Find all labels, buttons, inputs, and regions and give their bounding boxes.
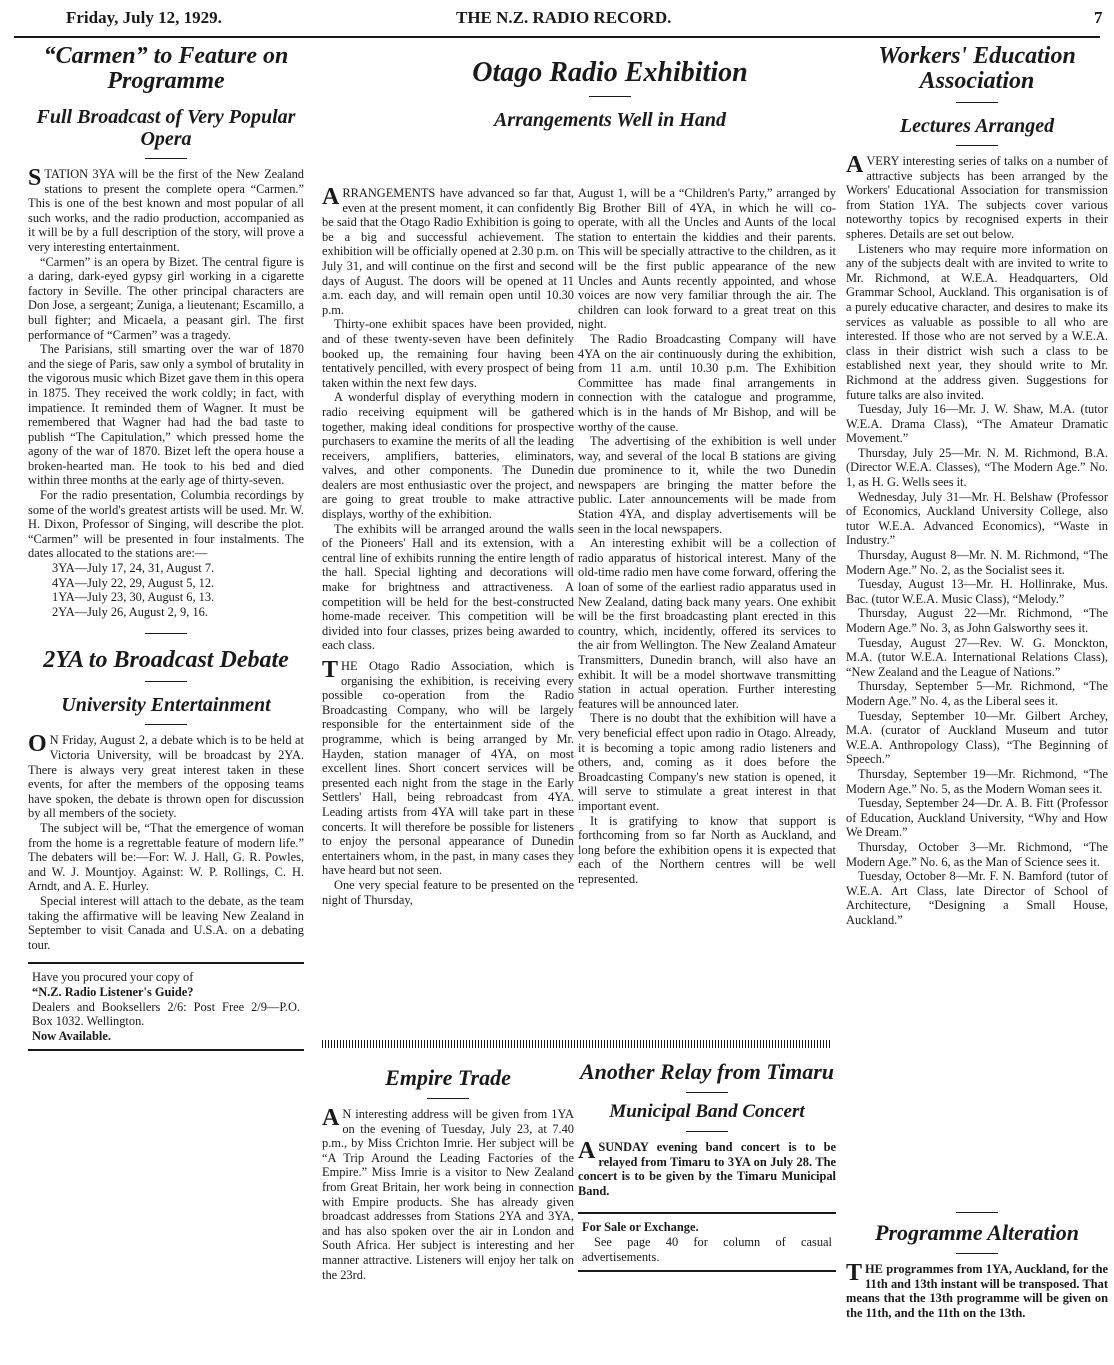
divider bbox=[686, 1131, 728, 1132]
column-carmen-debate bbox=[28, 44, 304, 1051]
divider bbox=[427, 1098, 469, 1099]
issue-date: Friday, July 12, 1929. bbox=[66, 8, 222, 27]
for-sale-notice bbox=[578, 1212, 836, 1272]
drop-cap: A bbox=[578, 1138, 596, 1164]
otago-para-7: August 1, will be a “Children's Party,” arranged by Big Brother Bill of 4YA, in which he will co-operate, with all the Uncles and Aunts of the local station to entertain the kiddies and their parents. This will be specially attractive to the children, as it will be the first public appearance of the new Uncles and Aunts recently appointed, and whose voices are now very familiar through the air. The children can look forward to a great treat on this night. bbox=[578, 186, 836, 332]
column-programme-alteration bbox=[846, 1204, 1108, 1320]
carmen-date-list bbox=[52, 561, 304, 619]
wea-headline: Workers' Education Association bbox=[878, 43, 1076, 94]
otago-para-2: Thirty-one exhibit spaces have been provided, and of these twenty-seven have been definitely booked up, the remaining four having been tentatively pencilled, with every prospect of being taken within the next few days. bbox=[322, 317, 574, 390]
otago-para-9: The advertising of the exhibition is well under way, and several of the local B stations are giving due prominence to it, while the two Dunedin newspapers are bringing the matter before the public. Later announcements will be made from Station 4YA, and display advertisements will be seen in the local newspapers. bbox=[578, 434, 836, 536]
lecture-item: Tuesday, August 27—Rev. W. G. Monckton, M.A. (tutor W.E.A. International Relations Class), “New Zealand and the League of Nations.” bbox=[846, 635, 1108, 679]
otago-para-5: THE Otago Radio Association, which is organising the exhibition, is receiving every possible co-operation from the Radio Broadcasting Company, who will be largely responsible for the entertainment side of the programme, which is being arranged by Mr. Hayden, station manager of 4YA, on most excellent lines. Short concert services will be presented each night from the stage in the Early Settlers' Hall, being rebroadcast from 4YA. Leading artists from 4YA will take part in these concerts. It will therefore be possible for listeners to enjoy the personal appearance of Dunedin entertainers whom, in the past, in many cases they have heard but not seen. bbox=[322, 657, 574, 878]
list-item: 2YA—July 26, August 2, 9, 16. bbox=[52, 604, 208, 619]
debate-para-3: Special interest will attach to the debate, as the team taking the affirmative will be leaving New Zealand in September to visit Canada and U.S.A. on a debating tour. bbox=[28, 893, 304, 952]
page-number: 7 bbox=[1094, 8, 1103, 27]
column-timaru bbox=[578, 1060, 836, 1272]
otago-para-12: It is gratifying to know that support is forthcoming from so far North as Auckland, and long before the exhibition opens it is expected that each of the Northern centres will be well represented. bbox=[578, 813, 836, 886]
empire-headline: Empire Trade bbox=[385, 1065, 511, 1090]
carmen-subhead: Full Broadcast of Very Popular Opera bbox=[36, 106, 296, 150]
for-sale-text: See page 40 for column of casual advertisements. bbox=[582, 1234, 832, 1264]
lecture-item: Tuesday, October 8—Mr. F. N. Bamford (tutor of W.E.A. Art Class, late Director of School of Architecture, “Designing a Small House, Auckland.” bbox=[846, 869, 1108, 927]
header-rule bbox=[14, 36, 1100, 38]
carmen-para-4: For the radio presentation, Columbia recordings by some of the world's greatest artists will be used. Mr. W. H. Dixon, Professor of Singing, will describe the plot. “Carmen” will be presented in four instalments. The dates allocated to the stations are:— bbox=[28, 488, 304, 561]
empire-para-1: A N interesting address will be given from 1YA on the evening of Tuesday, July 23, at 7.40 p.m., by Miss Crichton Imrie. Her subject will be “A Trip Around the Leading Factories of the Empire.” Miss Imrie is a visitor to New Zealand from Great Britain, her work being in connection with Empire products. She has already given broadcast addresses from Stations 2YA and 3YA, and has also spoken over the air in London and South Africa. Her subject is interesting and her manner attractive. Listeners will enjoy her talk on the 23rd. bbox=[322, 1105, 574, 1282]
ad-line-3: Dealers and Booksellers 2/6: Post Free 2/9—P.O. Box 1032. Wellington. bbox=[32, 999, 300, 1029]
ad-line-2: “N.Z. Radio Listener's Guide? bbox=[32, 984, 194, 999]
drop-cap: T bbox=[846, 1260, 863, 1286]
otago-subhead: Arrangements Well in Hand bbox=[493, 109, 727, 131]
divider bbox=[956, 1212, 998, 1213]
lecture-item: Thursday, August 8—Mr. N. M. Richmond, “The Modern Age.” No. 2, as the Socialist sees it. bbox=[846, 548, 1108, 577]
ad-line-4: Now Available. bbox=[32, 1028, 111, 1043]
drop-cap: A bbox=[846, 152, 864, 178]
list-item: 3YA—July 17, 24, 31, August 7. bbox=[52, 561, 215, 576]
lecture-item: Thursday, July 25—Mr. N. M. Richmond, B.A. (Director W.E.A. Classes), “The Modern Age.” No. 1, as H. G. Wells sees it. bbox=[846, 445, 1108, 490]
divider bbox=[145, 681, 187, 682]
drop-cap: A bbox=[322, 1105, 340, 1131]
column-wea bbox=[846, 44, 1108, 927]
wea-para-2: Listeners who may require more information on any of the subjects dealt with are invited to write to Mr. Richmond, at W.E.A. Headquarters, Old Grammar School, Auckland. This organisation is of a purely educative character, and desires to make its services as valuable as possible to all who are interested. If those who are not served by a W.E.A. class in their district wish such a class to be established next year, they should write to Mr. Richmond at the address given. Suggestions for future talks are also invited. bbox=[846, 241, 1108, 402]
otago-para-11: There is no doubt that the exhibition will have a very beneficial effect upon radio in Otago. Already, it is becoming a topic among radio listeners and others, and, coming as it does before the Broadcasting Company's new station is opened, it will serve to stimulate a great interest in that important event. bbox=[578, 711, 836, 813]
divider bbox=[956, 145, 998, 146]
section-divider-hatch bbox=[322, 1040, 830, 1048]
lecture-item: Thursday, September 19—Mr. Richmond, “The Modern Age.” No. 5, as the Modern Woman sees it. bbox=[846, 766, 1108, 796]
otago-para-3: A wonderful display of everything modern in radio receiving equipment will be gathered together, making ideal conditions for prospective purchasers to examine the merits of all the leading receivers, amplifiers, batteries, eliminators, valves, and other components. The Dunedin dealers are most enthusiastic over the project, and are going to great trouble to make attractive displays, worthy of the exhibition. bbox=[322, 390, 574, 522]
column-otago-1 bbox=[322, 186, 574, 907]
alteration-headline: Programme Alteration bbox=[875, 1220, 1079, 1245]
lecture-item: Thursday, August 22—Mr. Richmond, “The Modern Age.” No. 3, as John Galsworthy sees it. bbox=[846, 606, 1108, 635]
drop-cap: T bbox=[322, 657, 339, 683]
alteration-para-1: THE programmes from 1YA, Auckland, for the 11th and 13th instant will be transposed. That means that the 13th programme will be given on the 11th, and the 11th on the 13th. bbox=[846, 1260, 1108, 1320]
divider bbox=[145, 158, 187, 159]
column-otago-2 bbox=[578, 186, 836, 887]
guide-advertisement bbox=[28, 962, 304, 1051]
debate-headline: 2YA to Broadcast Debate bbox=[43, 647, 289, 674]
lecture-item: Wednesday, July 31—Mr. H. Belshaw (Professor of Economics, Auckland University College, also tutor W.E.A. Advanced Economics), “Waste in Industry.” bbox=[846, 489, 1108, 548]
otago-para-10: An interesting exhibit will be a collection of radio apparatus of historical interest. Many of the old-time radio men have come forward, offering the loan of some of the earliest radio apparatus used in New Zealand, dating back many years. One exhibit will be the first broadcasting plant erected in this country, which, incidently, offered its services to the air from Wellington. The New Zealand Amateur Transmitters, Dunedin branch, will also have an exhibit. It will be a model shortwave transmitting station in actual operation. Further interesting features will be announced later. bbox=[578, 536, 836, 711]
ad-line-1: Have you procured your copy of bbox=[32, 970, 194, 985]
list-item: 1YA—July 23, 30, August 6, 13. bbox=[52, 590, 215, 605]
debate-para-1: O N Friday, August 2, a debate which is to be held at Victoria University, will be broadcast by 2YA. There is always very great interest taken in these events, for after the members of the opposing teams have spoken, the debate is thrown open for discussion by all members of the society. bbox=[28, 731, 304, 821]
drop-cap: S bbox=[28, 165, 42, 191]
otago-para-8: The Radio Broadcasting Company will have 4YA on the air continuously during the exhibition, from 11 a.m. until 10.30 p.m. The Exhibition Committee has made final arrangements in connection with the catalogue and programme, which is in the hands of Mr Bishop, and will be worthy of the cause. bbox=[578, 331, 836, 434]
lecture-item: Tuesday, July 16—Mr. J. W. Shaw, M.A. (tutor W.E.A. Drama Class), “The Amateur Dramatic Movement.” bbox=[846, 402, 1108, 446]
carmen-para-2: “Carmen” is an opera by Bizet. The central figure is a daring, dark-eyed gypsy girl working in a cigarette factory in Seville. The other principal characters are Don Jose, a sergeant; Zuniga, a lieutenant; Escamillo, a bull fighter; and Micaela, a peasant girl. The first performance of “Carmen” was a tragedy. bbox=[28, 254, 304, 342]
divider bbox=[686, 1092, 728, 1093]
timaru-subhead: Municipal Band Concert bbox=[609, 1101, 805, 1122]
divider bbox=[956, 1253, 998, 1254]
divider bbox=[145, 633, 187, 634]
wea-para-1: AVERY interesting series of talks on a number of attractive subjects has been arranged by the Workers' Educational Association for transmission from Station 1YA. The subjects cover various noteworthy topics by recognised experts in their spheres. Details are set out below. bbox=[846, 152, 1108, 241]
carmen-para-3: The Parisians, still smarting over the war of 1870 and the siege of Paris, saw only a symbol of brutality in the vigorous music which Bizet gave them in this opera in 1875. They received the work coldly; in fact, with impatience. It reminded them of Wagner. It must be remembered that Wagner had had the bad taste to publish “The Capitulation,” which pressed home the agony of the war of 1870. Bizet left the opera house a broken-hearted man. He took to his bed and died within three months at the early age of thirty-seven. bbox=[28, 342, 304, 488]
page-header bbox=[0, 0, 1114, 34]
timaru-headline: Another Relay from Timaru bbox=[579, 1059, 835, 1084]
lecture-item: Tuesday, September 10—Mr. Gilbert Archey, M.A. (curator of Auckland Museum and tutor W.E.A. Anthropology Class), “The Beginning of Speech.” bbox=[846, 708, 1108, 767]
lecture-item: Tuesday, August 13—Mr. H. Hollinrake, Mus. Bac. (tutor W.E.A. Music Class), “Melody.” bbox=[846, 577, 1108, 606]
for-sale-title: For Sale or Exchange. bbox=[582, 1220, 699, 1235]
divider bbox=[956, 102, 998, 103]
otago-para-1: ARRANGEMENTS have advanced so far that, even at the present moment, it can confidently be said that the Otago Radio Exhibition is going to be a big and successful achievement. The exhibition will be officially opened at 2.30 p.m. on July 31, and will continue on the first and second days of August. The doors will be opened at 11 a.m. each day, and will remain open until 10.30 p.m. bbox=[322, 184, 575, 317]
otago-headline: Otago Radio Exhibition bbox=[472, 57, 748, 88]
otago-para-4: The exhibits will be arranged around the walls of the Pioneers' Hall and its extension, with a central line of exhibits running the entire length of the hall. Special lighting and decorations will make for brightness and attractiveness. A competition will be held for the best-constructed home-made receiver. This competition will be divided into four classes, prizes being awarded to each class. bbox=[322, 521, 574, 653]
carmen-headline: “Carmen” to Feature on Programme bbox=[43, 43, 289, 94]
lecture-item: Thursday, September 5—Mr. Richmond, “The Modern Age.” No. 4, as the Liberal sees it. bbox=[846, 679, 1108, 708]
timaru-para-1: ASUNDAY evening band concert is to be relayed from Timaru to 3YA on July 28. The concert is to be given by the Timaru Municipal Band. bbox=[578, 1138, 836, 1198]
otago-headline-band bbox=[390, 44, 830, 131]
divider bbox=[589, 96, 631, 97]
list-item: 4YA—July 22, 29, August 5, 12. bbox=[52, 575, 215, 590]
otago-para-6: One very special feature to be presented on the night of Thursday, bbox=[322, 877, 574, 907]
column-empire-trade bbox=[322, 1066, 574, 1282]
lecture-item: Thursday, October 3—Mr. Richmond, “The Modern Age.” No. 6, as the Man of Science sees it. bbox=[846, 839, 1108, 869]
drop-cap: A bbox=[322, 184, 340, 210]
drop-cap: O bbox=[28, 731, 47, 758]
lecture-item: Tuesday, September 24—Dr. A. B. Fitt (Professor of Education, Auckland University, “Why and How We Dream.” bbox=[846, 796, 1108, 840]
debate-para-2: The subject will be, “That the emergence of woman from the home is a regrettable feature of modern life.” The debaters will be:—For: W. J. Hall, G. R. Powles, and W. J. Mountjoy. Against: W. P. Rollings, C. H. Arndt, and A. E. Hurley. bbox=[28, 820, 304, 894]
debate-subhead: University Entertainment bbox=[61, 694, 271, 717]
publication-title: THE N.Z. RADIO RECORD. bbox=[456, 8, 672, 27]
wea-subhead: Lectures Arranged bbox=[899, 115, 1055, 137]
carmen-para-1: STATION 3YA will be the first of the New Zealand stations to present the complete opera “Carmen.” This is one of the best known and most popular of all such works, and the radio production, accompanied as it will be by a full description of the story, will prove a very interesting entertainment. bbox=[28, 165, 304, 254]
divider bbox=[145, 724, 187, 725]
